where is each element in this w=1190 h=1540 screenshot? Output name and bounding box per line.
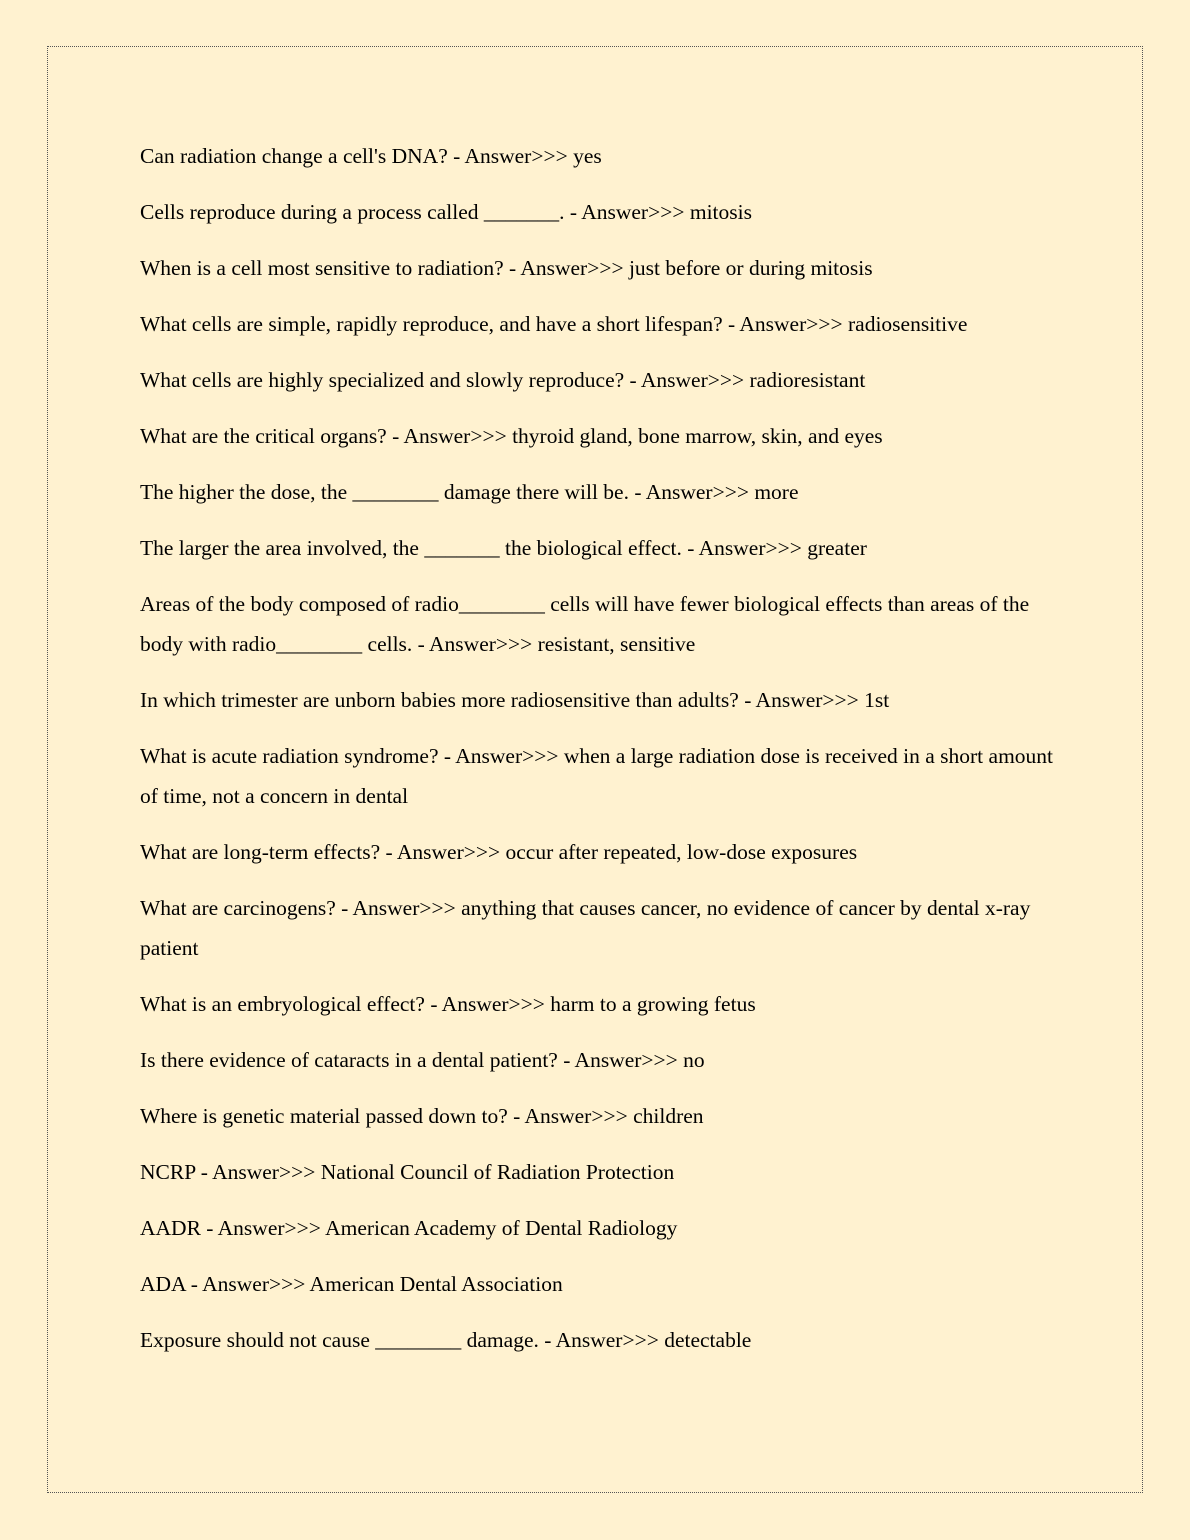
qa-item: NCRP - Answer>>> National Council of Radiation Protection [140, 1160, 675, 1184]
qa-item: When is a cell most sensitive to radiation? - Answer>>> just before or during mitosis [140, 256, 873, 280]
qa-item: Can radiation change a cell's DNA? - Answer>>> yes [140, 144, 602, 168]
qa-item: Cells reproduce during a process called _______. - Answer>>> mitosis [140, 200, 752, 224]
qa-item: What is acute radiation syndrome? - Answer>>> when a large radiation dose is received in a short amount of time, not a concern in dental [140, 744, 1054, 808]
qa-item: What are the critical organs? - Answer>>> thyroid gland, bone marrow, skin, and eyes [140, 424, 883, 448]
qa-item: The higher the dose, the ________ damage there will be. - Answer>>> more [140, 480, 799, 504]
qa-item: Exposure should not cause ________ damage. - Answer>>> detectable [140, 1328, 752, 1352]
qa-item: The larger the area involved, the _______ the biological effect. - Answer>>> greater [140, 536, 867, 560]
qa-item: Areas of the body composed of radio________ cells will have fewer biological effects than areas of the body with radio________ cells. - Answer>>> resistant, sensitive [140, 592, 1030, 656]
qa-item: Where is genetic material passed down to? - Answer>>> children [140, 1104, 704, 1128]
qa-item: What are carcinogens? - Answer>>> anything that causes cancer, no evidence of cancer by dental x-ray patient [140, 896, 1031, 960]
qa-item: What cells are simple, rapidly reproduce, and have a short lifespan? - Answer>>> radiosensitive [140, 312, 968, 336]
qa-item: What are long-term effects? - Answer>>> occur after repeated, low-dose exposures [140, 840, 858, 864]
qa-item: AADR - Answer>>> American Academy of Dental Radiology [140, 1216, 678, 1240]
qa-item: Is there evidence of cataracts in a dental patient? - Answer>>> no [140, 1048, 705, 1072]
qa-item: In which trimester are unborn babies more radiosensitive than adults? - Answer>>> 1st [140, 688, 890, 712]
qa-item: What is an embryological effect? - Answer>>> harm to a growing fetus [140, 992, 756, 1016]
qa-item: ADA - Answer>>> American Dental Association [140, 1272, 563, 1296]
qa-list [140, 136, 1055, 1376]
qa-item: What cells are highly specialized and slowly reproduce? - Answer>>> radioresistant [140, 368, 866, 392]
